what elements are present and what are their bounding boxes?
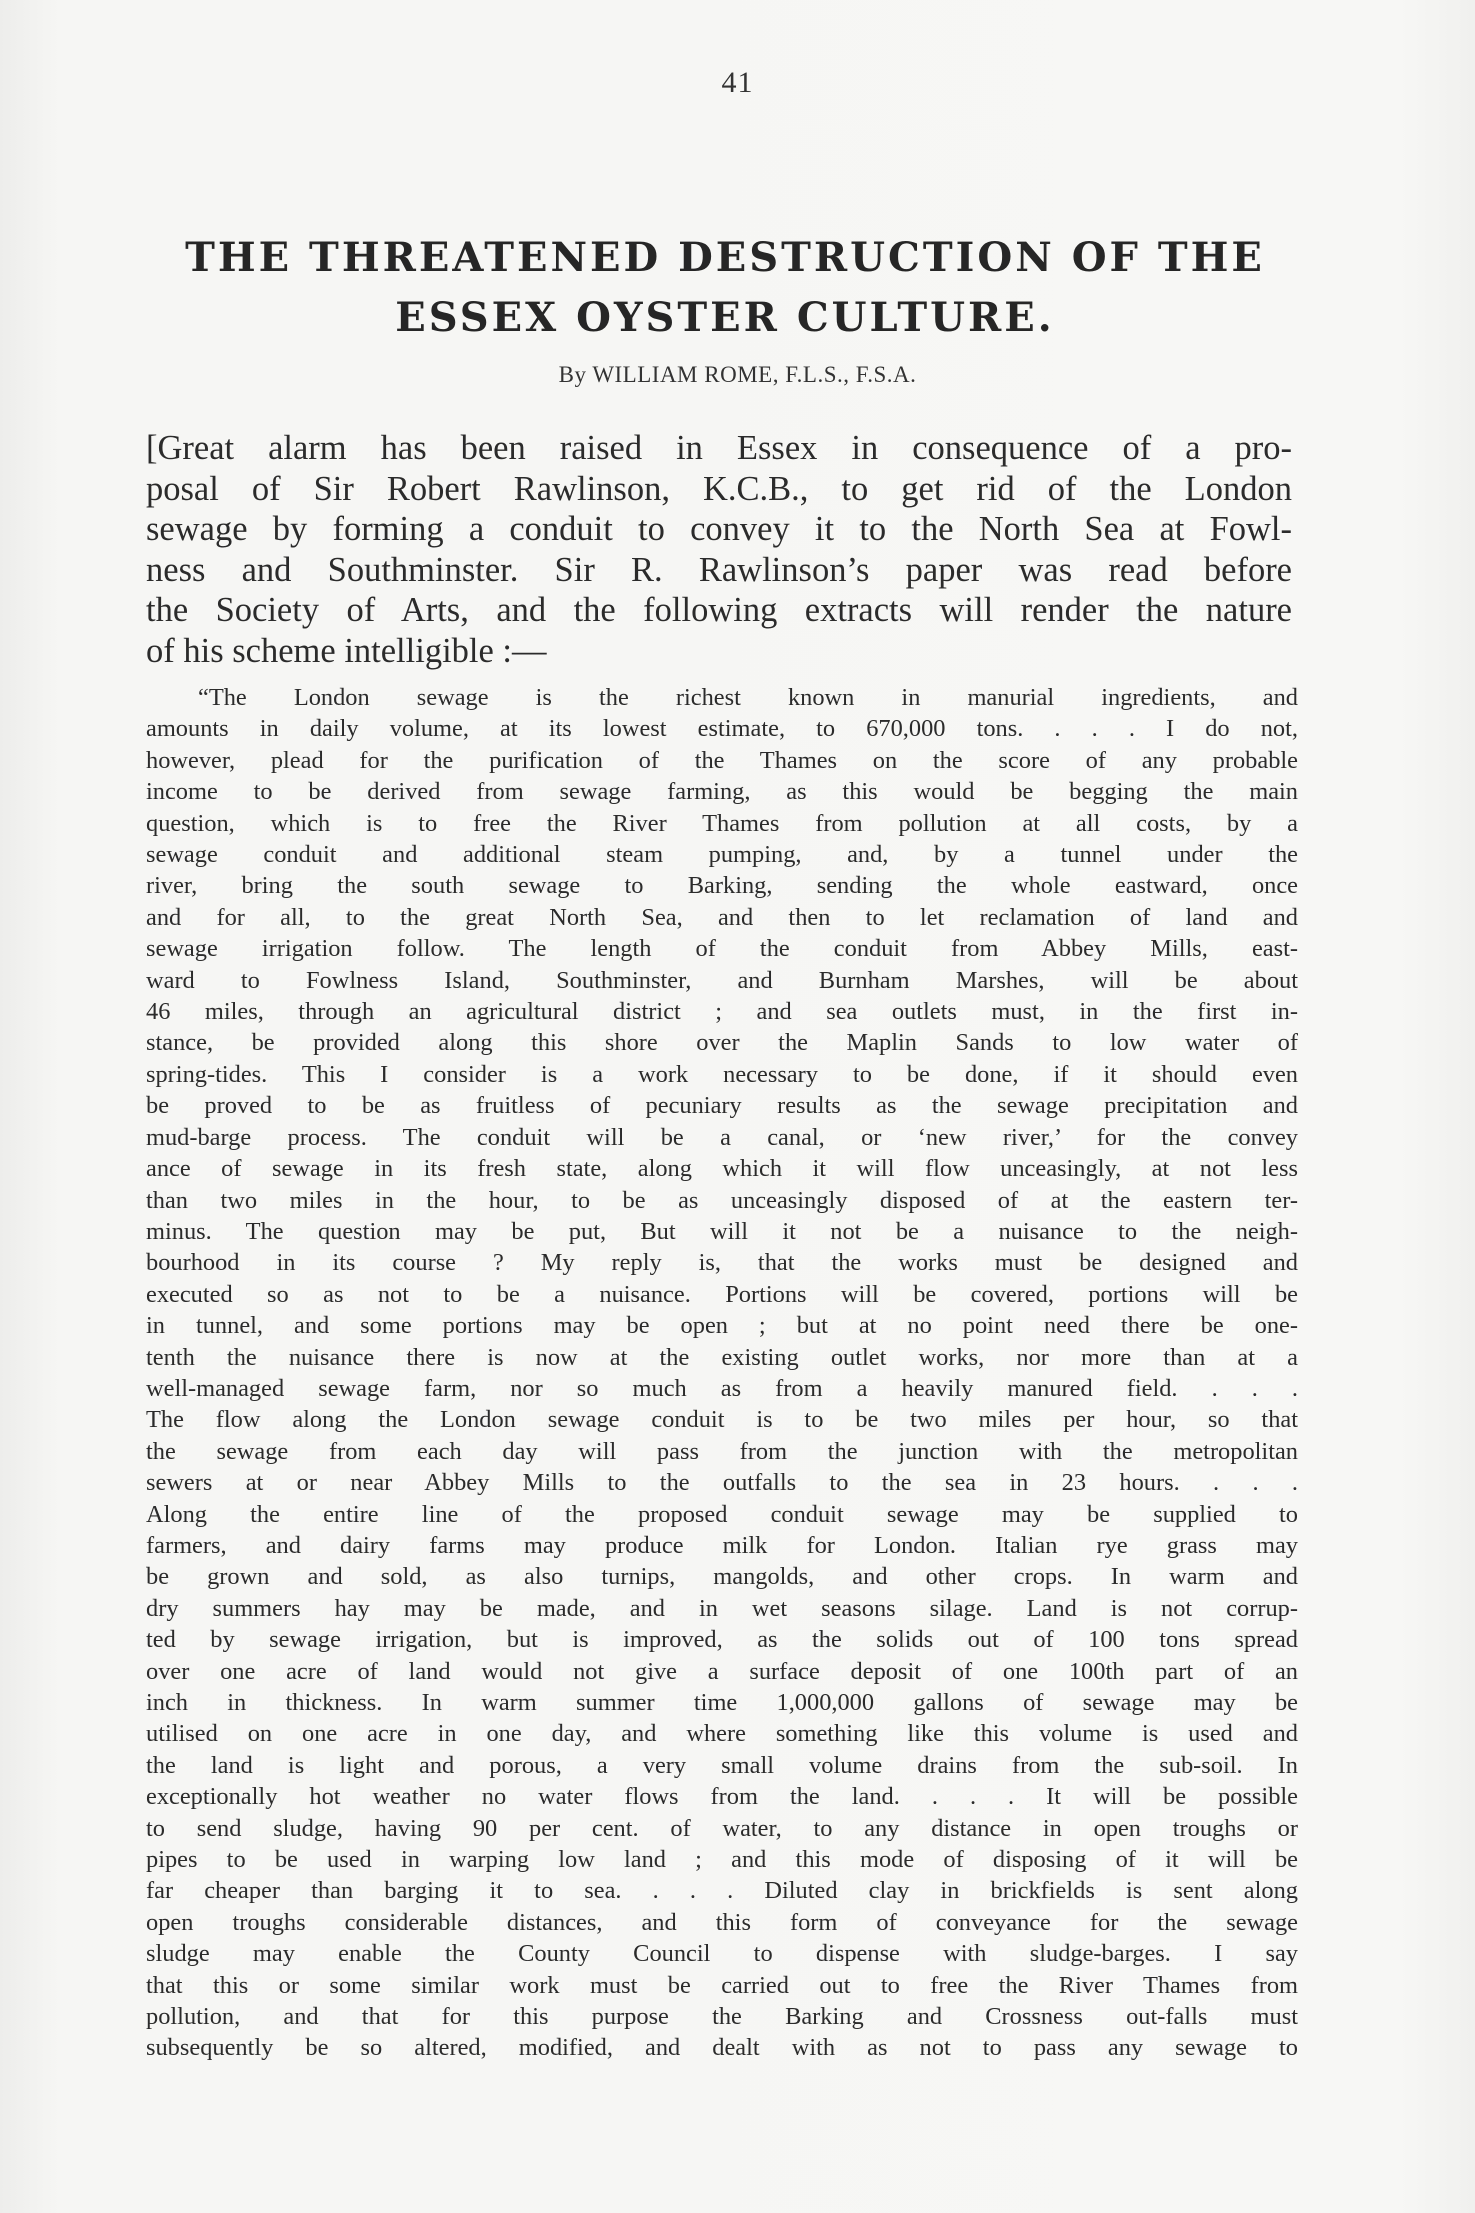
text-line: well-managed sewage farm, nor so much as from a heavily manured field. . . . [146, 1374, 1298, 1402]
text-line: over one acre of land would not give a surface deposit of one 100th part of an [146, 1657, 1298, 1685]
text-line: subsequently be so altered, modified, and dealt with as not to pass any sewage to [146, 2034, 1298, 2062]
text-line: ted by sewage irrigation, but is improved, as the solids out of 100 tons spread [146, 1626, 1298, 1654]
title-line: ESSEX OYSTER CULTURE. [395, 294, 1055, 341]
text-line: The flow along the London sewage conduit is to be two miles per hour, so that [146, 1406, 1298, 1434]
text-line: stance, be provided along this shore over the Maplin Sands to low water of [146, 1029, 1298, 1057]
text-line: far cheaper than barging it to sea. . . . Diluted clay in brickfields is sent along [146, 1877, 1298, 1905]
text-line: pollution, and that for this purpose the Barking and Crossness out-falls must [146, 2003, 1298, 2031]
text-line: however, plead for the purification of the Thames on the score of any probable [146, 746, 1298, 774]
text-line: amounts in daily volume, at its lowest estimate, to 670,000 tons. . . . I do not, [146, 715, 1298, 743]
text-line: executed so as not to be a nuisance. Portions will be covered, portions will be [146, 1280, 1298, 1308]
text-line: “The London sewage is the richest known in manurial ingredients, and [198, 684, 1298, 711]
text-line: ness and Southminster. Sir R. Rawlinson’s paper was read before [146, 550, 1292, 589]
text-line: mud-barge process. The conduit will be a canal, or ‘new river,’ for the convey [146, 1123, 1298, 1151]
text-line: and for all, to the great North Sea, and then to let reclamation of land and [146, 903, 1298, 931]
text-line: the land is light and porous, a very small volume drains from the sub-soil. In [146, 1751, 1298, 1779]
text-line: [Great alarm has been raised in Essex in consequence of a pro- [146, 429, 1292, 467]
page-number: 41 [721, 66, 754, 99]
text-line: to send sludge, having 90 per cent. of water, to any distance in open troughs or [146, 1814, 1298, 1842]
text-line: pipes to be used in warping low land ; and this mode of disposing of it will be [146, 1846, 1298, 1874]
text-line: utilised on one acre in one day, and where something like this volume is used and [146, 1720, 1298, 1748]
text-line: the Society of Arts, and the following extracts will render the nature [146, 591, 1292, 630]
text-line: that this or some similar work must be carried out to free the River Thames from [146, 1971, 1298, 1999]
text-line: the sewage from each day will pass from the junction with the metropolitan [146, 1437, 1298, 1465]
article-title [150, 228, 1300, 348]
text-line: open troughs considerable distances, and this form of conveyance for the sewage [146, 1908, 1298, 1936]
text-line: posal of Sir Robert Rawlinson, K.C.B., to get rid of the London [146, 469, 1292, 508]
text-line: exceptionally hot weather no water flows from the land. . . . It will be possible [146, 1783, 1298, 1811]
text-line: be grown and sold, as also turnips, mangolds, and other crops. In warm and [146, 1563, 1298, 1591]
text-line: sewage by forming a conduit to convey it to the North Sea at Fowl- [146, 510, 1292, 549]
text-line: farmers, and dairy farms may produce milk for London. Italian rye grass may [146, 1531, 1298, 1559]
text-line: income to be derived from sewage farming, as this would be begging the main [146, 778, 1298, 806]
text-line: minus. The question may be put, But will it not be a nuisance to the neigh- [146, 1217, 1298, 1245]
text-line: than two miles in the hour, to be as unceasingly disposed of at the eastern ter- [146, 1186, 1298, 1214]
intro-paragraph [146, 428, 1292, 672]
title-line: THE THREATENED DESTRUCTION OF THE [185, 234, 1265, 281]
text-line: of his scheme intelligible :— [146, 631, 547, 670]
text-line: 46 miles, through an agricultural district ; and sea outlets must, in the first in- [146, 998, 1298, 1026]
text-line: be proved to be as fruitless of pecuniary results as the sewage precipitation and [146, 1092, 1298, 1120]
text-line: spring-tides. This I consider is a work necessary to be done, if it should even [146, 1060, 1298, 1088]
text-line: bourhood in its course ? My reply is, that the works must be designed and [146, 1249, 1298, 1277]
text-line: sewers at or near Abbey Mills to the outfalls to the sea in 23 hours. . . . [146, 1469, 1298, 1497]
text-line: Along the entire line of the proposed conduit sewage may be supplied to [146, 1500, 1298, 1528]
text-line: sludge may enable the County Council to dispense with sludge-barges. I say [146, 1940, 1298, 1968]
text-line: ance of sewage in its fresh state, along which it will flow unceasingly, at not less [146, 1155, 1298, 1183]
quoted-extract [146, 682, 1298, 2064]
text-line: tenth the nuisance there is now at the existing outlet works, nor more than at a [146, 1343, 1298, 1371]
text-line: sewage irrigation follow. The length of the conduit from Abbey Mills, east- [146, 935, 1298, 963]
text-line: inch in thickness. In warm summer time 1,000,000 gallons of sewage may be [146, 1689, 1298, 1716]
text-line: ward to Fowlness Island, Southminster, and Burnham Marshes, will be about [146, 966, 1298, 994]
text-line: in tunnel, and some portions may be open ; but at no point need there be one- [146, 1312, 1298, 1340]
text-line: question, which is to free the River Thames from pollution at all costs, by a [146, 809, 1298, 837]
text-line: dry summers hay may be made, and in wet seasons silage. Land is not corrup- [146, 1594, 1298, 1622]
text-line: sewage conduit and additional steam pumping, and, by a tunnel under the [146, 841, 1298, 869]
text-line: river, bring the south sewage to Barking, sending the whole eastward, once [146, 872, 1298, 900]
author-byline: By WILLIAM ROME, F.L.S., F.S.A. [558, 362, 917, 387]
